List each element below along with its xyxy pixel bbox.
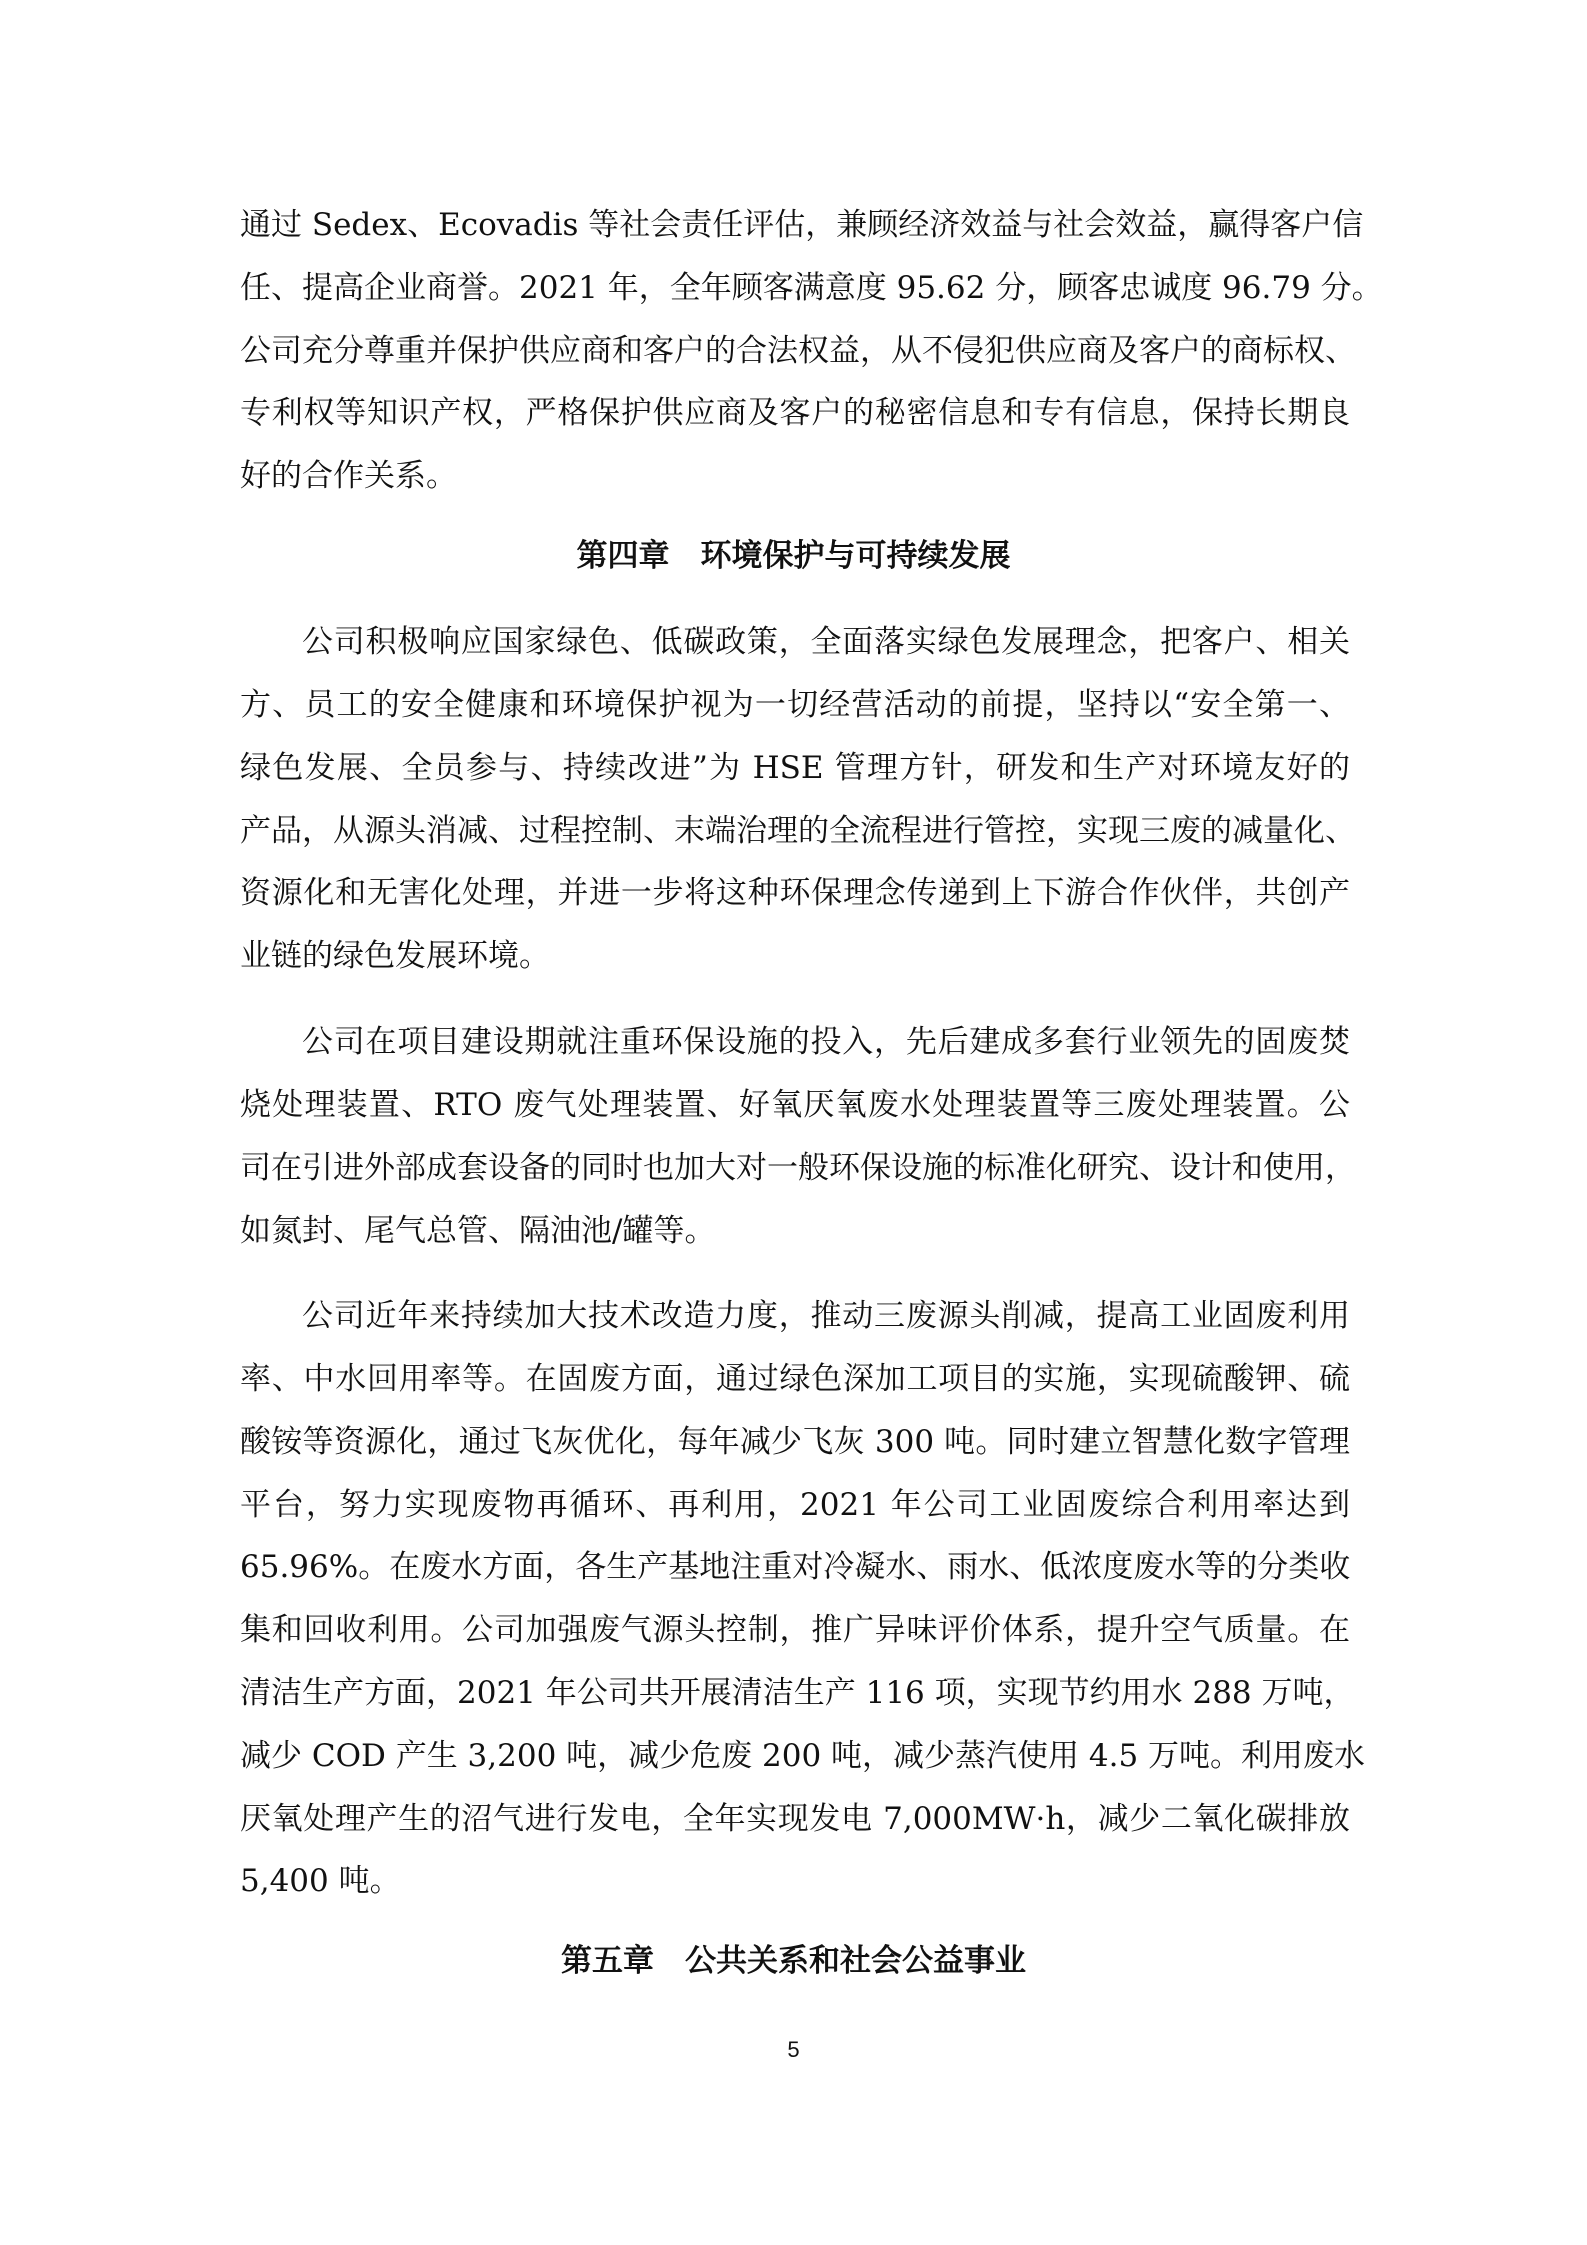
text-line: 清洁生产方面，2021 年公司共开展清洁生产 116 项，实现节约用水 288 万吨， bbox=[240, 1675, 1355, 1711]
text-line: 业链的绿色发展环境。 bbox=[240, 938, 550, 974]
chapter-heading: 第四章 环境保护与可持续发展 bbox=[576, 538, 1011, 574]
text-line: 率、中水回用率等。在固废方面，通过绿色深加工项目的实施，实现硫酸钾、硫 bbox=[240, 1361, 1350, 1397]
text-line: 绿色发展、全员参与、持续改进”为 HSE 管理方针，研发和生产对环境友好的 bbox=[240, 750, 1350, 786]
text-line: 如氮封、尾气总管、隔油池/罐等。 bbox=[240, 1213, 716, 1249]
text-line: 产品，从源头消减、过程控制、末端治理的全流程进行管控，实现三废的减量化、 bbox=[240, 813, 1356, 849]
text-line: 减少 COD 产生 3,200 吨，减少危废 200 吨，减少蒸汽使用 4.5 万吨。利用废水 bbox=[240, 1738, 1366, 1774]
text-line: 公司近年来持续加大技术改造力度，推动三废源头削减，提高工业固废利用 bbox=[302, 1298, 1350, 1334]
text-line: 公司在项目建设期就注重环保设施的投入，先后建成多套行业领先的固废焚 bbox=[302, 1024, 1350, 1060]
text-line: 酸铵等资源化，通过飞灰优化，每年减少飞灰 300 吨。同时建立智慧化数字管理 bbox=[240, 1424, 1350, 1460]
text-line: 65.96%。在废水方面，各生产基地注重对冷凝水、雨水、低浓度废水等的分类收 bbox=[240, 1549, 1351, 1585]
text-line: 平台，努力实现废物再循环、再利用，2021 年公司工业固废综合利用率达到 bbox=[240, 1487, 1350, 1523]
chapter-heading: 第五章 公共关系和社会公益事业 bbox=[561, 1943, 1026, 1979]
text-line: 任、提高企业商誉。2021 年，全年顾客满意度 95.62 分，顾客忠诚度 96.79 分。 bbox=[240, 270, 1383, 306]
page-number: 5 bbox=[787, 2037, 800, 2062]
text-line: 公司充分尊重并保护供应商和客户的合法权益，从不侵犯供应商及客户的商标权、 bbox=[240, 333, 1356, 369]
text-line: 集和回收利用。公司加强废气源头控制，推广异味评价体系，提升空气质量。在 bbox=[240, 1612, 1350, 1648]
text-line: 公司积极响应国家绿色、低碳政策，全面落实绿色发展理念，把客户、相关 bbox=[302, 624, 1350, 660]
text-line: 通过 Sedex、Ecovadis 等社会责任评估，兼顾经济效益与社会效益，赢得客户信 bbox=[240, 207, 1364, 243]
text-line: 5,400 吨。 bbox=[240, 1863, 401, 1899]
text-line: 专利权等知识产权，严格保护供应商及客户的秘密信息和专有信息，保持长期良 bbox=[240, 395, 1350, 431]
text-line: 好的合作关系。 bbox=[240, 458, 457, 494]
text-line: 资源化和无害化处理，并进一步将这种环保理念传递到上下游合作伙伴，共创产 bbox=[240, 875, 1350, 911]
text-line: 司在引进外部成套设备的同时也加大对一般环保设施的标准化研究、设计和使用， bbox=[240, 1150, 1356, 1186]
text-line: 厌氧处理产生的沼气进行发电，全年实现发电 7,000MW·h，减少二氧化碳排放 bbox=[240, 1801, 1350, 1837]
text-line: 方、员工的安全健康和环境保护视为一切经营活动的前提，坚持以“安全第一、 bbox=[240, 687, 1350, 723]
text-line: 烧处理装置、RTO 废气处理装置、好氧厌氧废水处理装置等三废处理装置。公 bbox=[240, 1087, 1350, 1123]
